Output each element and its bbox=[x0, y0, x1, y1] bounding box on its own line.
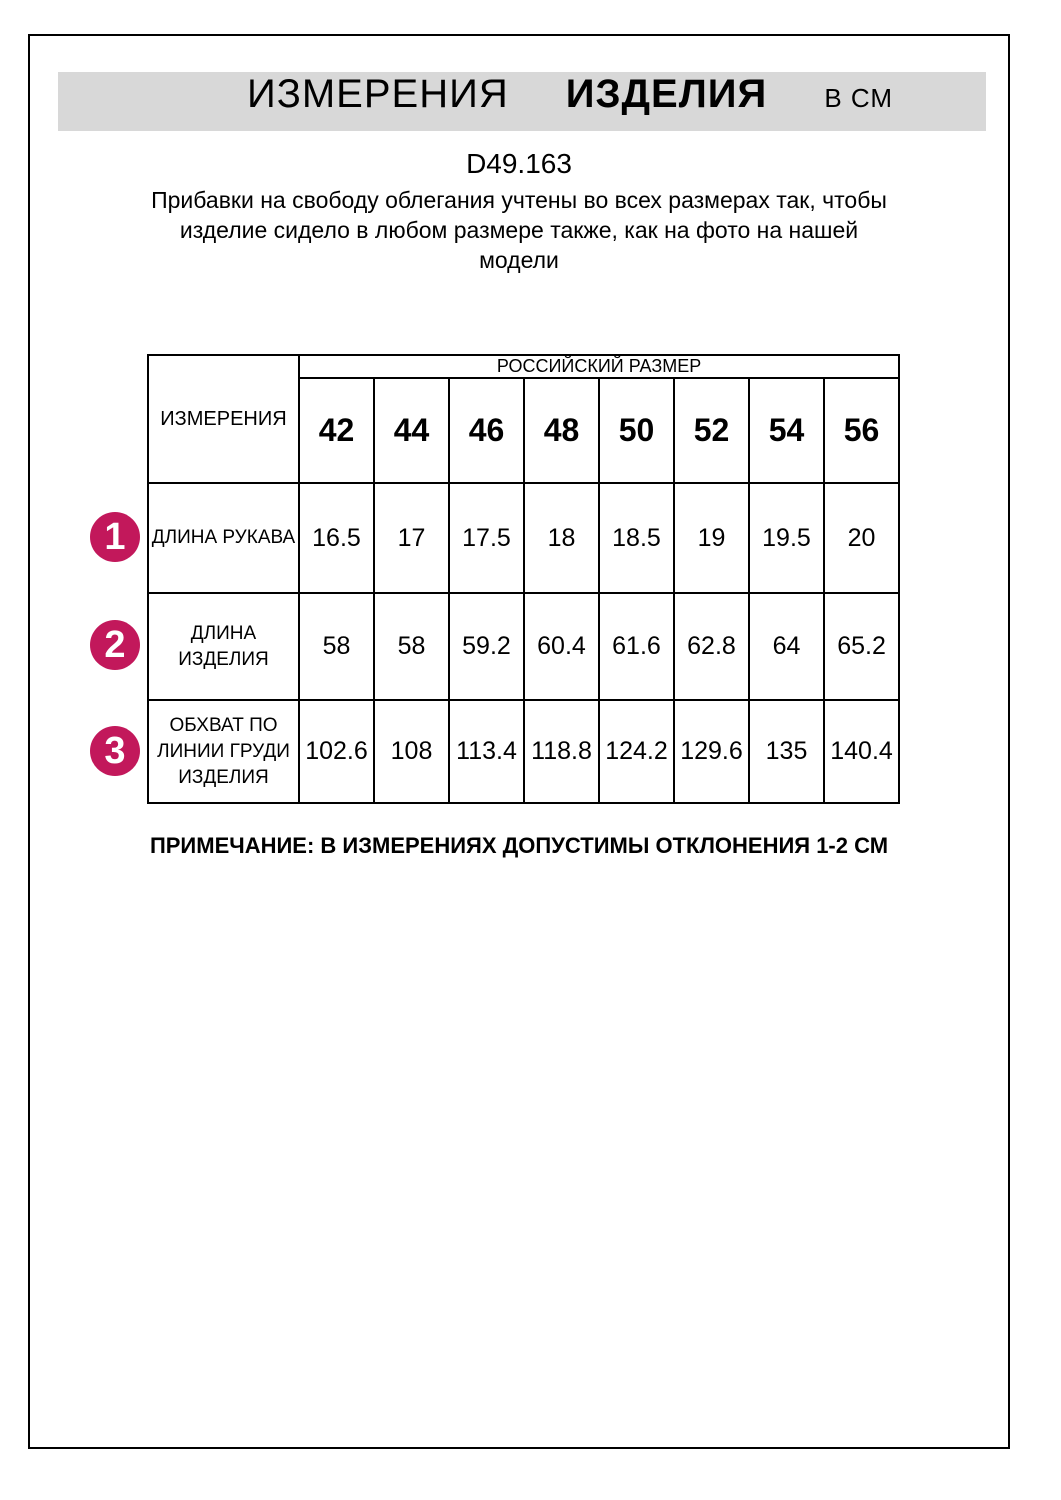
table-row bbox=[148, 700, 899, 803]
size-column-header: 42 bbox=[299, 378, 374, 483]
cell-value: 58 bbox=[299, 593, 374, 700]
page-border bbox=[28, 34, 1010, 1449]
cell-value: 18.5 bbox=[599, 483, 674, 593]
row-label-line: ЛИНИИ ГРУДИ bbox=[157, 740, 290, 762]
size-column-header: 50 bbox=[599, 378, 674, 483]
fit-description bbox=[30, 185, 1008, 275]
cell-value: 124.2 bbox=[599, 700, 674, 803]
article-number: D49.163 bbox=[466, 148, 572, 179]
page-title-unit: В СМ bbox=[824, 83, 894, 113]
row-label bbox=[148, 700, 299, 803]
size-group-header: РОССИЙСКИЙ РАЗМЕР bbox=[299, 355, 899, 378]
cell-value: 20 bbox=[824, 483, 899, 593]
cell-value: 102.6 bbox=[299, 700, 374, 803]
cell-value: 16.5 bbox=[299, 483, 374, 593]
row-number-badge: 1 bbox=[90, 512, 140, 562]
size-column-header: 52 bbox=[674, 378, 749, 483]
row-number-badge: 3 bbox=[90, 726, 140, 776]
cell-value: 60.4 bbox=[524, 593, 599, 700]
fit-description-line: Прибавки на свободу облегания учтены во всех размерах так, чтобы bbox=[151, 187, 887, 213]
page-title-word-product: ИЗДЕЛИЯ bbox=[565, 72, 768, 116]
cell-value: 19 bbox=[674, 483, 749, 593]
row-label bbox=[148, 483, 299, 593]
table-corner-label: ИЗМЕРЕНИЯ bbox=[148, 355, 299, 483]
row-label-line: ОБХВАТ ПО bbox=[169, 714, 278, 736]
row-label-line: ДЛИНА bbox=[190, 622, 257, 644]
page-title-word-measurements: ИЗМЕРЕНИЯ bbox=[246, 72, 509, 116]
row-label-line: ИЗДЕЛИЯ bbox=[178, 648, 269, 670]
fit-description-line: изделие сидело в любом размере также, как на фото на нашей bbox=[179, 217, 859, 243]
size-column-header: 48 bbox=[524, 378, 599, 483]
cell-value: 65.2 bbox=[824, 593, 899, 700]
tolerance-note: ПРИМЕЧАНИЕ: В ИЗМЕРЕНИЯХ ДОПУСТИМЫ ОТКЛОНЕНИЯ 1-2 СМ bbox=[149, 833, 889, 858]
size-column-header: 44 bbox=[374, 378, 449, 483]
cell-value: 62.8 bbox=[674, 593, 749, 700]
row-label-line: ИЗДЕЛИЯ bbox=[178, 766, 269, 788]
cell-value: 129.6 bbox=[674, 700, 749, 803]
cell-value: 17 bbox=[374, 483, 449, 593]
cell-value: 108 bbox=[374, 700, 449, 803]
cell-value: 58 bbox=[374, 593, 449, 700]
cell-value: 64 bbox=[749, 593, 824, 700]
table-row bbox=[148, 355, 899, 378]
row-label-line: ДЛИНА РУКАВА bbox=[151, 527, 296, 548]
fit-description-line: модели bbox=[479, 247, 559, 273]
cell-value: 140.4 bbox=[824, 700, 899, 803]
cell-value: 61.6 bbox=[599, 593, 674, 700]
size-column-header: 46 bbox=[449, 378, 524, 483]
size-column-header: 56 bbox=[824, 378, 899, 483]
row-number-badge: 2 bbox=[90, 620, 140, 670]
cell-value: 18 bbox=[524, 483, 599, 593]
table-row bbox=[148, 483, 899, 593]
table-row bbox=[148, 593, 899, 700]
size-column-header: 54 bbox=[749, 378, 824, 483]
row-label bbox=[148, 593, 299, 700]
size-table bbox=[147, 354, 900, 804]
cell-value: 113.4 bbox=[449, 700, 524, 803]
cell-value: 17.5 bbox=[449, 483, 524, 593]
cell-value: 135 bbox=[749, 700, 824, 803]
cell-value: 19.5 bbox=[749, 483, 824, 593]
page-title bbox=[58, 72, 986, 131]
cell-value: 118.8 bbox=[524, 700, 599, 803]
cell-value: 59.2 bbox=[449, 593, 524, 700]
